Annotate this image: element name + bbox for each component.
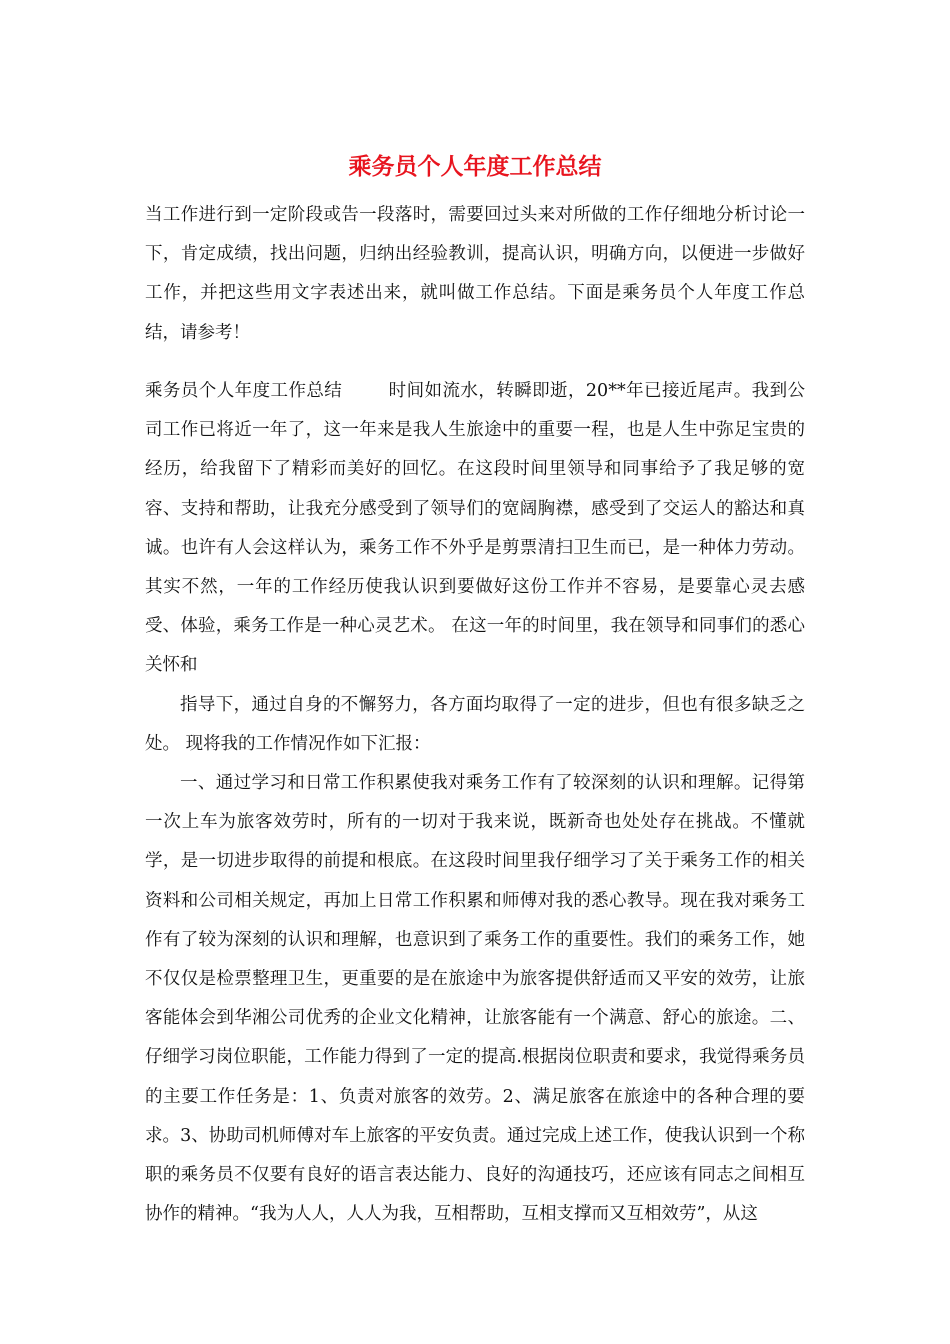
- paragraph-1-text: 时间如流水，转瞬即逝，20**年已接近尾声。我到公司工作已将近一年了，这一年来是我人生旅途中的重要一程，也是人生中弥足宝贵的经历，给我留下了精彩而美好的回忆。在这段时间里领导和同事给予了我足够的宽容、支持和帮助，让我充分感受到了领导们的宽阔胸襟，感受到了交运人的豁达和真诚。也许有人会这样认为，乘务工作不外乎是剪票清扫卫生而已，是一种体力劳动。其实不然，一年的工作经历使我认识到要做好这份工作并不容易，是要靠心灵去感受、体验，乘务工作是一种心灵艺术。 在这一年的时间里，我在领导和同事们的悉心关怀和: [145, 381, 805, 676]
- section-heading: 乘务员个人年度工作总结: [145, 381, 343, 401]
- intro-paragraph: 当工作进行到一定阶段或告一段落时，需要回过头来对所做的工作仔细地分析讨论一下，肯定成绩，找出问题，归纳出经验教训，提高认识，明确方向，以便进一步做好工作，并把这些用文字表述出来，就叫做工作总结。下面是乘务员个人年度工作总结，请参考！: [145, 205, 805, 343]
- paragraph-3: 一、通过学习和日常工作积累使我对乘务工作有了较深刻的认识和理解。记得第一次上车为旅客效劳时，所有的一切对于我来说，既新奇也处处存在挑战。不懂就学，是一切进步取得的前提和根底。在这段时间里我仔细学习了关于乘务工作的相关资料和公司相关规定，再加上日常工作积累和师傅对我的悉心教导。现在我对乘务工作有了较为深刻的认识和理解，也意识到了乘务工作的重要性。我们的乘务工作，她不仅仅是检票整理卫生，更重要的是在旅途中为旅客提供舒适而又平安的效劳，让旅客能体会到华湘公司优秀的企业文化精神，让旅客能有一个满意、舒心的旅途。二、仔细学习岗位职能，工作能力得到了一定的提高.根据岗位职责和要求，我觉得乘务员的主要工作任务是：1、负责对旅客的效劳。2、满足旅客在旅途中的各种合理的要求。3、协助司机师傅对车上旅客的平安负责。通过完成上述工作，使我认识到一个称职的乘务员不仅要有良好的语言表达能力、良好的沟通技巧，还应该有同志之间相互协作的精神。“我为人人，人人为我，互相帮助，互相支撑而又互相效劳”，从这: [145, 773, 805, 1225]
- first-paragraph: [145, 372, 805, 686]
- paragraph-2: 指导下，通过自身的不懈努力，各方面均取得了一定的进步，但也有很多缺乏之处。 现将我的工作情况作如下汇报：: [145, 694, 805, 754]
- main-section: [145, 372, 805, 1234]
- document-title: 乘务员个人年度工作总结: [348, 154, 602, 180]
- intro-section: [145, 196, 805, 353]
